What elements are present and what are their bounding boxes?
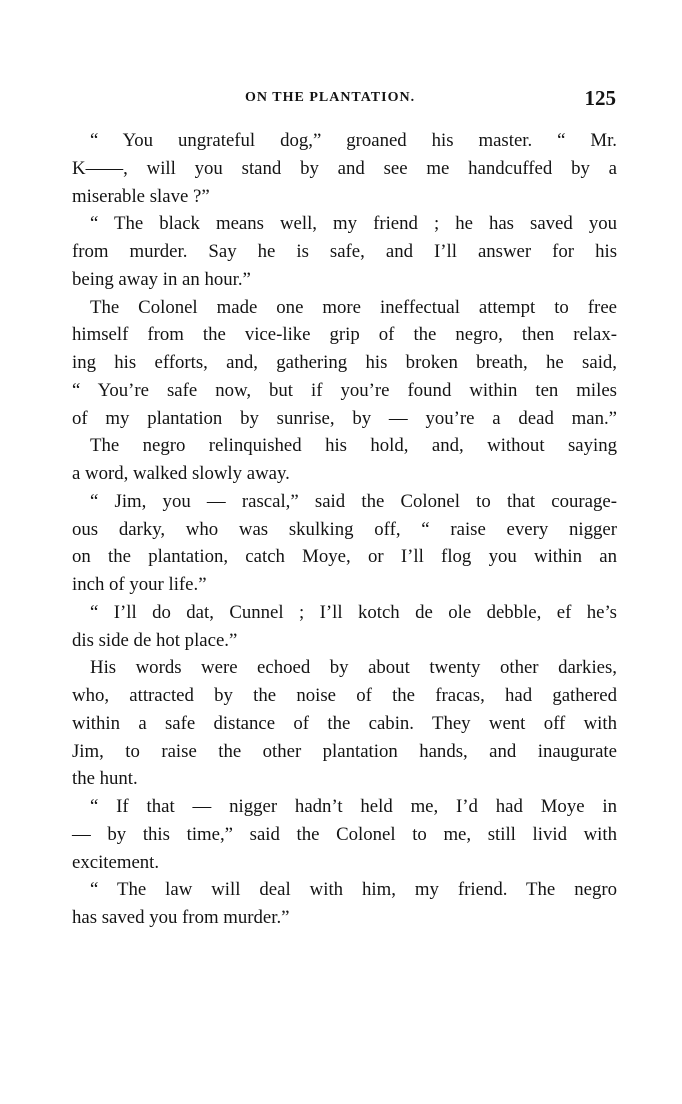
text-line: “ You ungrateful dog,” groaned his master. “ Mr.	[90, 130, 617, 151]
page-number: 125	[584, 86, 616, 110]
text-line: from murder. Say he is safe, and I’ll answer for his	[72, 241, 617, 262]
text-line: “ The law will deal with him, my friend. The negro	[90, 879, 617, 901]
text-line: on the plantation, catch Moye, or I’ll flog you within an	[72, 546, 617, 568]
text-line: himself from the vice-like grip of the negro, then relax-	[72, 324, 617, 346]
text-line: miserable slave ?”	[72, 185, 210, 207]
text-line: the hunt.	[72, 768, 138, 790]
text-line: has saved you from murder.”	[72, 907, 290, 928]
text-line: The negro relinquished his hold, and, without saying	[90, 435, 617, 457]
text-line: a word, walked slowly away.	[72, 463, 290, 484]
running-head	[70, 86, 620, 116]
text-line: Jim, to raise the other plantation hands, and inaugurate	[72, 740, 617, 762]
text-line: — by this time,” said the Colonel to me, still livid with	[72, 823, 617, 845]
text-line: excitement.	[72, 851, 160, 873]
text-line: of my plantation by sunrise, by — you’re a dead man.”	[72, 407, 617, 429]
running-title: ON THE PLANTATION.	[245, 90, 416, 105]
text-line: “ If that — nigger hadn’t held me, I’d had Moye in	[90, 796, 617, 817]
text-line: ing his efforts, and, gathering his broken breath, he said,	[72, 352, 617, 373]
text-line: inch of your life.”	[72, 574, 207, 595]
text-line: “ You’re safe now, but if you’re found within ten miles	[72, 379, 617, 401]
text-line: “ I’ll do dat, Cunnel ; I’ll kotch de ole debble, ef he’s	[90, 601, 617, 623]
text-line: dis side de hot place.”	[72, 629, 238, 651]
text-line: “ The black means well, my friend ; he has saved you	[90, 213, 617, 235]
text-line: within a safe distance of the cabin. They went off with	[72, 712, 617, 734]
body-text	[72, 127, 617, 932]
text-line: The Colonel made one more ineffectual attempt to free	[90, 296, 617, 318]
text-line: His words were echoed by about twenty other darkies,	[90, 657, 617, 679]
text-line: K——, will you stand by and see me handcuffed by a	[72, 157, 617, 179]
text-line: “ Jim, you — rascal,” said the Colonel to that courage-	[90, 490, 617, 512]
text-line: who, attracted by the noise of the fracas, had gathered	[72, 685, 617, 706]
text-line: ous darky, who was skulking off, “ raise every nigger	[72, 518, 617, 540]
text-line: being away in an hour.”	[72, 268, 251, 290]
